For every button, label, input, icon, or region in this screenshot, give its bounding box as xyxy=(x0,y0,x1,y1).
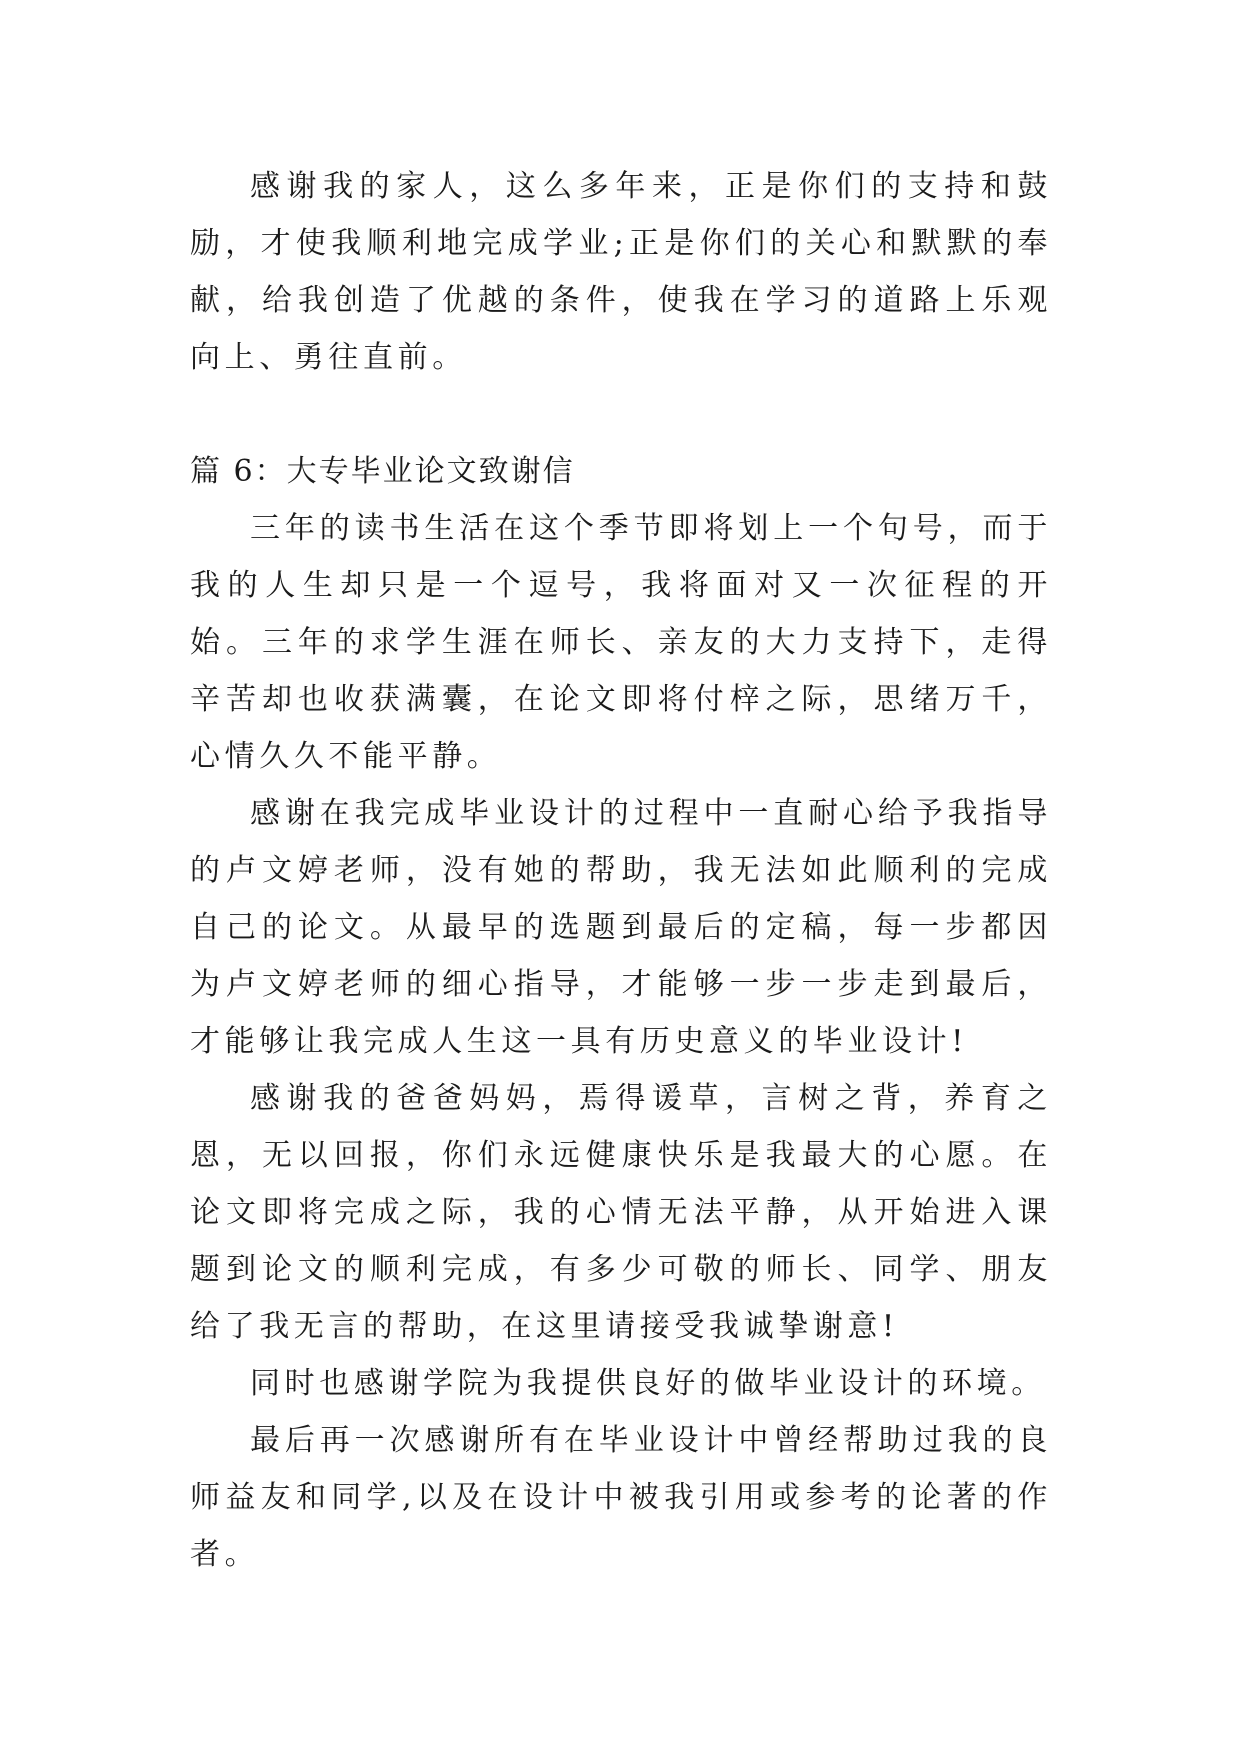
paragraph-4: 同时也感谢学院为我提供良好的做毕业设计的环境。 xyxy=(250,1366,1046,1401)
paragraph-1: 三年的读书生活在这个季节即将划上一个句号，而于我的人生却只是一个逗号，我将面对又一次征程的开始。三年的求学生涯在师长、亲友的大力支持下，走得辛苦却也收获满囊，在论文即将付梓之际，思绪万千，心情久久不能平静。 xyxy=(190,511,1052,774)
section-heading: 篇 6：大专毕业论文致谢信 xyxy=(190,454,575,489)
paragraph-spacer xyxy=(190,386,1052,443)
intro-paragraph: 感谢我的家人，这么多年来，正是你们的支持和鼓励，才使我顺利地完成学业;正是你们的关心和默默的奉献，给我创造了优越的条件，使我在学习的道路上乐观向上、勇往直前。 xyxy=(190,169,1052,375)
paragraph-5: 最后再一次感谢所有在毕业设计中曾经帮助过我的良师益友和同学,以及在设计中被我引用或参考的论著的作者。 xyxy=(190,1423,1052,1572)
paragraph-2: 感谢在我完成毕业设计的过程中一直耐心给予我指导的卢文婷老师，没有她的帮助，我无法如此顺利的完成自己的论文。从最早的选题到最后的定稿，每一步都因为卢文婷老师的细心指导，才能够一步一步走到最后，才能够让我完成人生这一具有历史意义的毕业设计! xyxy=(190,796,1052,1059)
document-body xyxy=(190,158,1052,1583)
paragraph-3: 感谢我的爸爸妈妈，焉得谖草，言树之背，养育之恩，无以回报，你们永远健康快乐是我最大的心愿。在论文即将完成之际，我的心情无法平静，从开始进入课题到论文的顺利完成，有多少可敬的师长、同学、朋友给了我无言的帮助，在这里请接受我诚挚谢意! xyxy=(190,1081,1052,1344)
